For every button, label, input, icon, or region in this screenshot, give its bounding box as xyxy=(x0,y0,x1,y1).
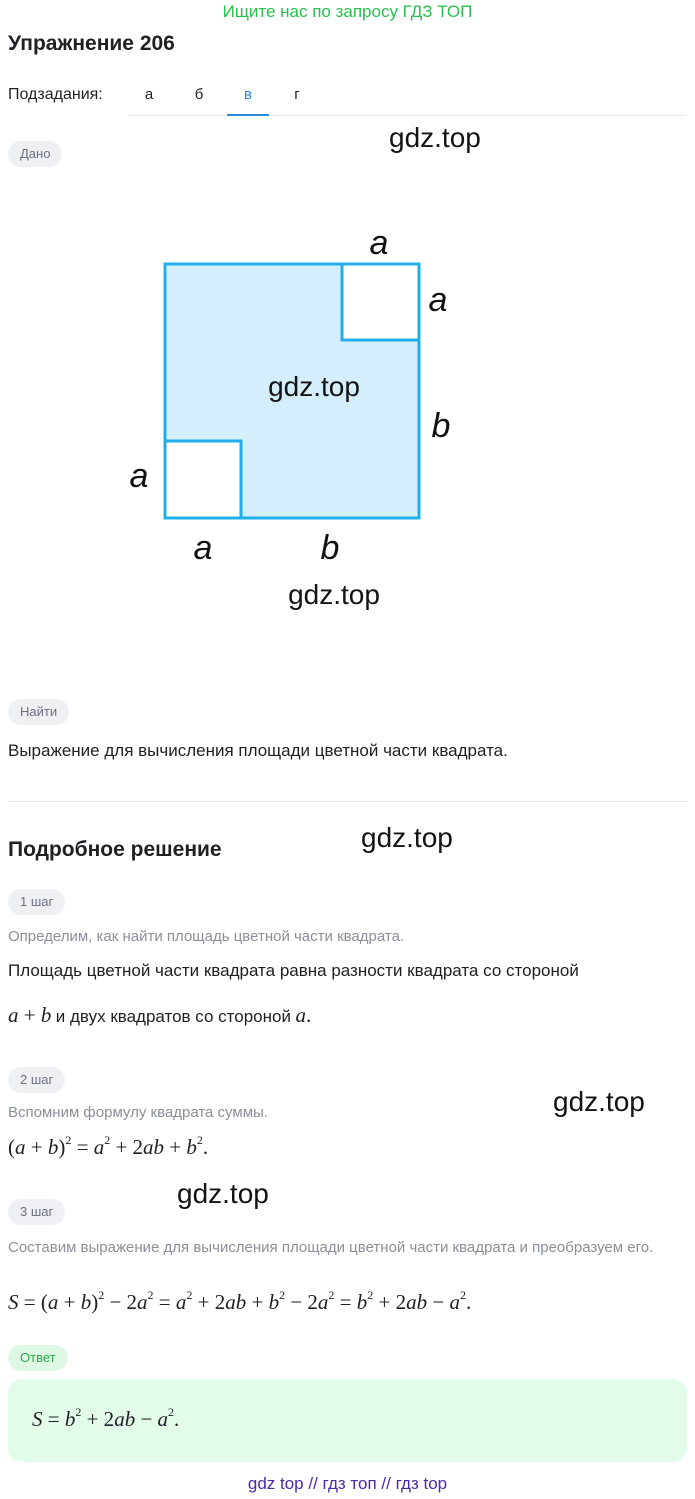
label-bottom-b: b xyxy=(320,529,340,567)
step-3-pill: 3 шаг xyxy=(8,1199,65,1225)
step-1-pill: 1 шаг xyxy=(8,889,65,915)
find-pill: Найти xyxy=(8,699,69,725)
formula-area-expression: $S = (a + b)^2 - 2a^2 = a^2 + 2ab + b^2 - 2a^2 = b^2 + 2ab - a^2$. xyxy=(8,1288,472,1314)
subtasks-label: Подзадания: xyxy=(8,86,103,103)
label-right-b: b xyxy=(431,407,451,445)
step-1-line-2 xyxy=(8,1003,311,1028)
tab-b[interactable]: б xyxy=(194,86,204,103)
answer-formula: $S = b^2 + 2ab - a^2$. xyxy=(32,1405,180,1431)
tab-g[interactable]: г xyxy=(294,86,300,103)
step-1-line-2-text: и двух квадратов со стороной xyxy=(55,1007,291,1026)
tab-a[interactable]: а xyxy=(144,86,154,103)
label-left-a: a xyxy=(129,457,149,495)
watermark: gdz.top xyxy=(361,822,453,853)
divider xyxy=(8,801,687,802)
square-figure xyxy=(0,220,695,620)
given-pill: Дано xyxy=(8,141,62,167)
step-1-hint: Определим, как найти площадь цветной части квадрата. xyxy=(8,928,405,945)
exercise-title: Упражнение 206 xyxy=(8,32,175,55)
footer xyxy=(0,1474,695,1494)
watermark: gdz.top xyxy=(389,122,481,153)
tab-v[interactable]: в xyxy=(227,86,269,116)
watermark: gdz.top xyxy=(288,579,380,610)
step-1-line-1: Площадь цветной части квадрата равна разности квадрата со стороной xyxy=(8,961,579,980)
footer-separator: // xyxy=(308,1474,318,1493)
footer-link-1[interactable]: gdz top xyxy=(247,1474,304,1493)
step-2-hint: Вспомним формулу квадрата суммы. xyxy=(8,1104,268,1121)
find-text: Выражение для вычисления площади цветной части квадрата. xyxy=(8,741,508,760)
watermark: gdz.top xyxy=(553,1086,645,1117)
label-right-a: a xyxy=(428,281,448,319)
answer-box xyxy=(8,1379,687,1462)
answer-pill: Ответ xyxy=(8,1345,68,1371)
formula-sum-square: $(a + b)^2 = a^2 + 2ab + b^2$. xyxy=(8,1133,209,1159)
step-2-pill: 2 шаг xyxy=(8,1067,65,1093)
top-right-small-square xyxy=(342,264,419,340)
formula-a: a. xyxy=(295,1003,312,1027)
search-banner: Ищите нас по запросу ГДЗ ТОП xyxy=(222,2,473,21)
footer-separator: // xyxy=(381,1474,391,1493)
label-bottom-a: a xyxy=(193,529,213,567)
solution-title: Подробное решение xyxy=(8,838,222,861)
watermark: gdz.top xyxy=(268,371,360,402)
label-top-a: a xyxy=(369,224,389,262)
footer-link-2[interactable]: гдз топ xyxy=(322,1474,377,1493)
footer-link-3[interactable]: гдз top xyxy=(395,1474,448,1493)
subtask-tabs xyxy=(128,84,686,116)
step-3-hint: Составим выражение для вычисления площади цветной части квадрата и преобразуем его. xyxy=(8,1239,654,1256)
bottom-left-small-square xyxy=(165,441,241,518)
watermark: gdz.top xyxy=(177,1178,269,1209)
formula-a-plus-b: a + b xyxy=(8,1003,52,1027)
